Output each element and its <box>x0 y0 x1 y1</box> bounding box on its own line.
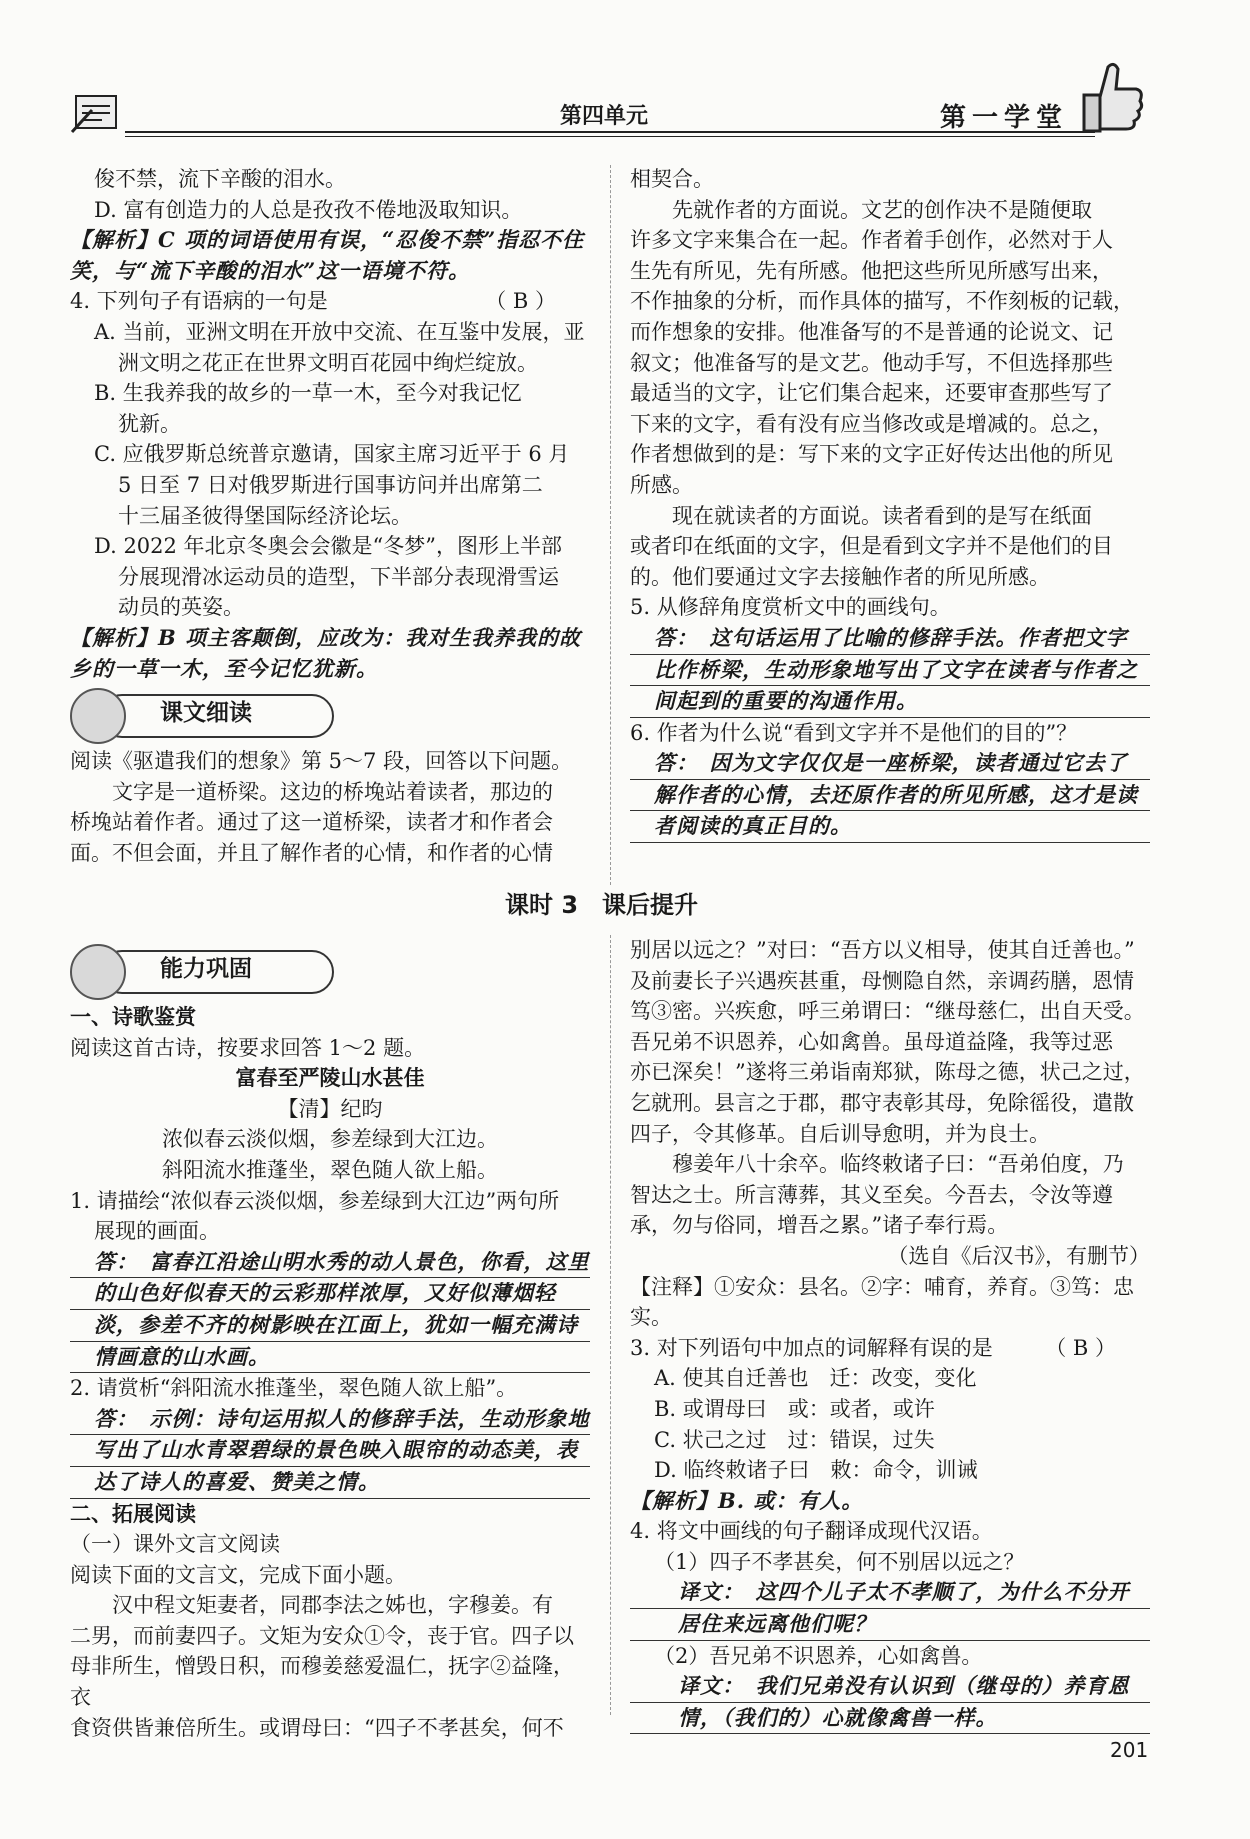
text-line: 及前妻长子兴遇疾甚重，母恻隐自然，亲调药膳，恩情 <box>630 968 1134 993</box>
text-line: 最适当的文字，让它们集合起来，还要审查那些写了 <box>630 381 1113 406</box>
text-line: C. 应俄罗斯总统普京邀请，国家主席习近平于 6 月 <box>94 442 570 467</box>
page-header <box>70 85 1150 145</box>
text-line: A. 当前，亚洲文明在开放中交流、在互鉴中发展，亚 <box>94 319 585 344</box>
text-line: 阅读这首古诗，按要求回答 1～2 题。 <box>70 1035 426 1060</box>
text-line: 浓似春云淡似烟，参差绿到大江边。 <box>162 1127 498 1152</box>
text-line: 淡，参差不齐的树影映在江面上，犹如一幅充满诗 <box>70 1310 590 1342</box>
right-top-text <box>630 164 1150 843</box>
text-line: 吾兄弟不识恩养，心如禽兽。虽母道益隆，我等过恶 <box>630 1029 1113 1054</box>
text-line: 4. 下列句子有语病的一句是 （ B ） <box>70 289 556 314</box>
text-line: 4. 将文中画线的句子翻译成现代汉语。 <box>630 1519 993 1544</box>
text-line: 3. 对下列语句中加点的词解释有误的是 （ B ） <box>630 1335 1116 1360</box>
text-line: 文字是一道桥梁。这边的桥堍站着读者，那边的 <box>70 779 553 804</box>
text-line: 解作者的心情，去还原作者的所见所感，这才是读 <box>630 780 1150 812</box>
text-line: （2）吾兄弟不识恩养，心如禽兽。 <box>654 1643 983 1668</box>
text-line: 不作抽象的分析，而作具体的描写，不作刻板的记载， <box>630 289 1134 314</box>
text-line: C. 状己之过 过：错误，过失 <box>654 1427 935 1452</box>
text-line: （1）四子不孝甚矣，何不别居以远之？ <box>654 1549 1025 1574</box>
text-line: 阅读《驱遣我们的想象》第 5～7 段，回答以下问题。 <box>70 749 573 774</box>
right-column-top <box>630 164 1150 843</box>
text-line: 者阅读的真正目的。 <box>630 811 1150 843</box>
text-line: 【解析】C 项的词语使用有误，“忍俊不禁”指忍不住 <box>70 227 585 253</box>
text-line: A. 使其自迁善也 迁：改变，变化 <box>654 1366 977 1391</box>
text-line: 犹新。 <box>118 411 181 436</box>
text-line: 斜阳流水推蓬坐，翠色随人欲上船。 <box>162 1157 498 1182</box>
text-line: 桥堍站着作者。通过了这一道桥梁，读者才和作者会 <box>70 810 553 835</box>
text-line: 许多文字来集合在一起。作者着手创作，必然对于人 <box>630 228 1113 253</box>
text-line: B. 或谓母曰 或：或者，或许 <box>654 1396 935 1421</box>
section-label: 能力巩固 <box>160 956 252 982</box>
text-line: 【注释】①安众：县名。②字：哺育，养育。③笃：忠实。 <box>630 1274 1134 1330</box>
text-line: 叙文；他准备写的是文艺。他动手写，不但选择那些 <box>630 350 1113 375</box>
text-line: 情，（我们的）心就像禽兽一样。 <box>630 1703 1150 1735</box>
text-line: 动员的英姿。 <box>118 595 244 620</box>
text-line: 所感。 <box>630 472 693 497</box>
text-line: 译文： 我们兄弟没有认识到（继母的）养育恩 <box>630 1671 1150 1703</box>
section-nengli <box>70 944 590 996</box>
text-line: 居住来远离他们呢？ <box>630 1609 1150 1641</box>
text-line: 译文： 这四个儿子太不孝顺了，为什么不分开 <box>630 1577 1150 1609</box>
text-line: 【解析】B. 或：有人。 <box>630 1487 864 1513</box>
text-line: 答： 示例：诗句运用拟人的修辞手法，生动形象地 <box>70 1404 590 1436</box>
text-line: 汉中程文矩妻者，同郡李法之姊也，字穆姜。有 <box>70 1593 553 1618</box>
text-line: 5. 从修辞角度赏析文中的画线句。 <box>630 595 951 620</box>
notepad-icon <box>70 90 126 134</box>
text-line: 一、诗歌鉴赏 <box>70 1004 196 1029</box>
text-line: 间起到的重要的沟通作用。 <box>630 686 1150 718</box>
text-line: B. 生我养我的故乡的一草一木，至今对我记忆 <box>94 381 522 406</box>
text-line: 乞就刑。县言之于郡，郡守表彰其母，免除徭役，遣散 <box>630 1090 1134 1115</box>
text-line: 俊不禁，流下辛酸的泪水。 <box>94 167 346 191</box>
text-line: 分展现滑冰运动员的造型，下半部分表现滑雪运 <box>118 564 559 589</box>
text-line: 富春至严陵山水甚佳 <box>235 1066 425 1091</box>
text-line: 答： 因为文字仅仅是一座桥梁，读者通过它去了 <box>630 748 1150 780</box>
text-line: 穆姜年八十余卒。临终敕诸子曰：“吾弟伯度，乃 <box>630 1152 1124 1177</box>
brand-title: 第一学堂 <box>940 103 1069 133</box>
text-line: 相契合。 <box>630 167 714 191</box>
text-line: 乡的一草一木，至今记忆犹新。 <box>70 655 378 681</box>
text-line: 的山色好似春天的云彩那样浓厚，又好似薄烟轻 <box>70 1278 590 1310</box>
text-line: D. 2022 年北京冬奥会会徽是“冬梦”，图形上半部 <box>94 534 563 559</box>
text-line: 十三届圣彼得堡国际经济论坛。 <box>118 503 412 528</box>
thumbs-up-badge-icon <box>70 944 126 1000</box>
text-line: 二、拓展阅读 <box>70 1500 196 1526</box>
column-divider-bottom <box>610 935 611 1715</box>
text-line: 2. 请赏析“斜阳流水推蓬坐，翠色随人欲上船”。 <box>70 1376 518 1401</box>
text-line: 洲文明之花正在世界文明百花园中绚烂绽放。 <box>118 350 538 375</box>
text-line: 笃③密。兴疾愈，呼三弟谓曰：“继母慈仁，出自天受。 <box>630 999 1145 1024</box>
text-line: 智达之士。所言薄葬，其义至矣。今吾去，令汝等遵 <box>630 1182 1113 1207</box>
text-line: 5 日至 7 日对俄罗斯进行国事访问并出席第二 <box>118 472 543 497</box>
text-line: （一）课外文言文阅读 <box>70 1532 280 1557</box>
text-line: 食资供皆兼倍所生。或谓母曰：“四子不孝甚矣，何不 <box>70 1715 564 1740</box>
text-line: 【清】纪昀 <box>277 1096 383 1121</box>
section-kewen <box>70 688 590 740</box>
text-line: 阅读下面的文言文，完成下面小题。 <box>70 1562 406 1587</box>
text-line: 情画意的山水画。 <box>70 1342 590 1374</box>
left-top-text <box>70 164 590 684</box>
text-line: 先就作者的方面说。文艺的创作决不是随便取 <box>630 197 1092 222</box>
text-line: 达了诗人的喜爱、赞美之情。 <box>70 1467 590 1499</box>
section-label: 课文细读 <box>160 700 252 727</box>
left-column-top <box>70 164 590 868</box>
text-line: （选自《后汉书》，有删节） <box>887 1243 1150 1268</box>
text-line: 笑，与“流下辛酸的泪水”这一语境不符。 <box>70 257 471 283</box>
text-line: D. 富有创造力的人总是孜孜不倦地汲取知识。 <box>94 197 523 222</box>
left-bottom-text <box>70 1002 590 1743</box>
text-line: 的。他们要通过文字去接触作者的所见所感。 <box>630 564 1050 589</box>
right-bottom-text <box>630 935 1150 1734</box>
text-line: 【解析】B 项主客颠倒，应改为：我对生我养我的故 <box>70 624 582 650</box>
text-line: 写出了山水青翠碧绿的景色映入眼帘的动态美，表 <box>70 1435 590 1467</box>
text-line: 比作桥梁，生动形象地写出了文字在读者与作者之 <box>630 655 1150 687</box>
lesson-title: 课时 3 课后提升 <box>505 891 699 919</box>
text-line: 承，勿与俗同，增吾之累。”诸子奉行焉。 <box>630 1213 1009 1238</box>
text-line: 答： 这句话运用了比喻的修辞手法。作者把文字 <box>630 623 1150 655</box>
right-column-bottom <box>630 935 1150 1734</box>
text-line: 生先有所见，先有所感。他把这些所见所感写出来， <box>630 258 1113 283</box>
thumbs-up-badge-icon <box>70 688 126 744</box>
text-line: 或者印在纸面的文字，但是看到文字并不是他们的目 <box>630 534 1113 559</box>
text-line: 别居以远之？”对曰：“吾方以义相导，使其自迁善也。” <box>630 938 1135 962</box>
text-line: 展现的画面。 <box>94 1219 220 1244</box>
text-line: 二男，而前妻四子。文矩为安众①令，丧于官。四子以 <box>70 1623 574 1648</box>
text-line: 现在就读者的方面说。读者看到的是写在纸面 <box>630 503 1092 528</box>
thumbs-up-icon <box>1078 59 1148 139</box>
text-line: D. 临终敕诸子曰 敕：命令，训诫 <box>654 1458 978 1483</box>
text-line: 作者想做到的是：写下来的文字正好传达出他的所见 <box>630 442 1113 467</box>
text-line: 面。不但会面，并且了解作者的心情，和作者的心情 <box>70 840 553 865</box>
text-line: 亦已深矣！”遂将三弟诣南郑狱，陈母之德，状己之过， <box>630 1060 1145 1085</box>
text-line: 下来的文字，看有没有应当修改或是增减的。总之， <box>630 411 1113 436</box>
page-number: 201 <box>1110 1738 1149 1762</box>
text-line: 母非所生，憎毁日积，而穆姜慈爱温仁，抚字②益隆，衣 <box>70 1654 574 1710</box>
text-line: 而作想象的安排。他准备写的不是普通的论说文、记 <box>630 319 1113 344</box>
text-line: 1. 请描绘“浓似春云淡似烟，参差绿到大江边”两句所 <box>70 1188 560 1213</box>
text-line: 四子，令其修革。自后训导愈明，并为良士。 <box>630 1121 1050 1146</box>
left-reading-text <box>70 746 590 868</box>
text-line: 答： 富春江沿途山明水秀的动人景色，你看，这里 <box>70 1247 590 1279</box>
unit-title: 第四单元 <box>560 104 649 129</box>
column-divider-top <box>610 165 611 885</box>
left-column-bottom <box>70 940 590 1743</box>
text-line: 6. 作者为什么说“看到文字并不是他们的目的”？ <box>630 720 1078 745</box>
